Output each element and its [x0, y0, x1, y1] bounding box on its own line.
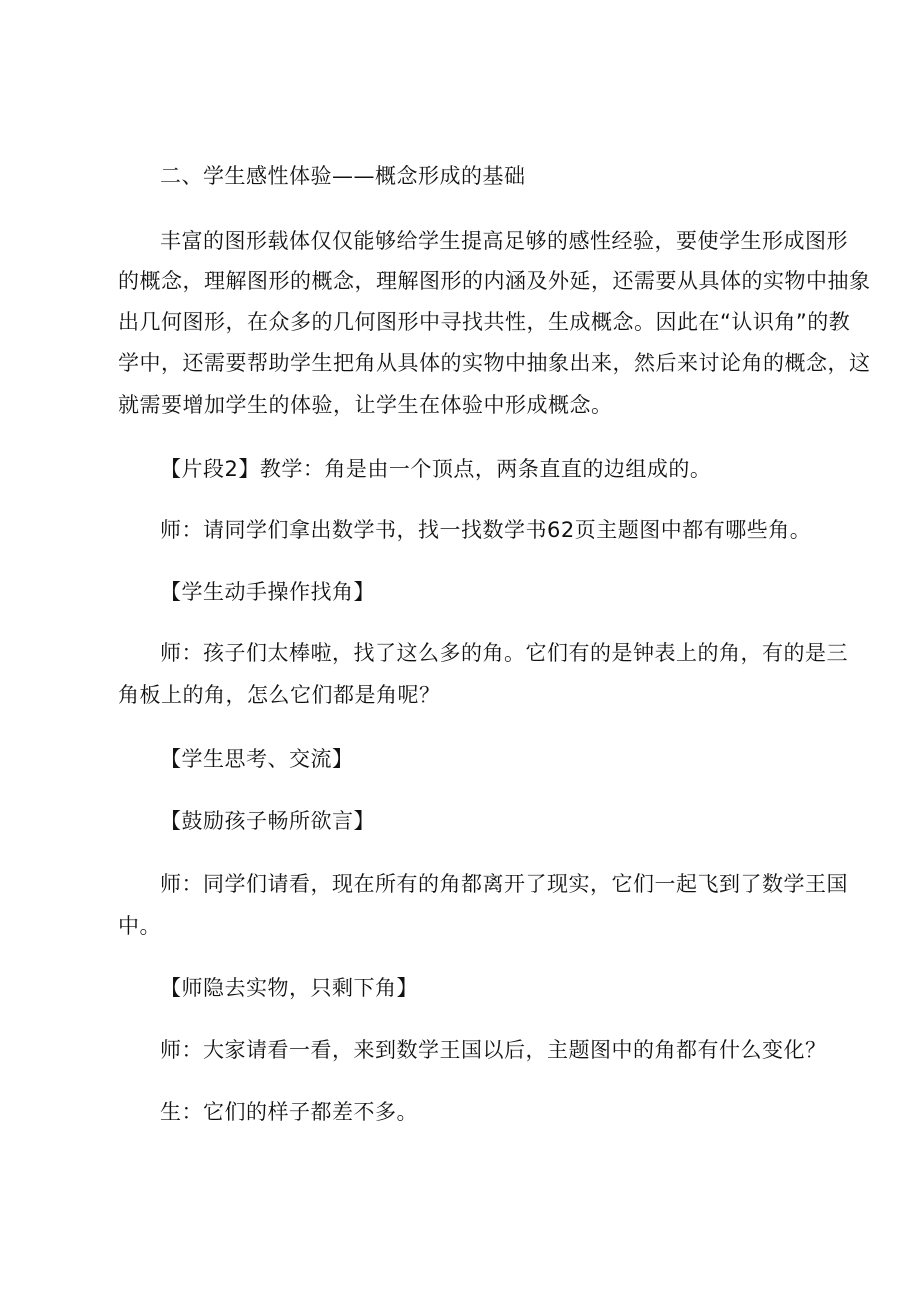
paragraph-line: 的概念，理解图形的概念，理解图形的内涵及外延，还需要从具体的实物中抽象 [118, 269, 871, 293]
paragraph-line: 就需要增加学生的体验，让学生在体验中形成概念。 [118, 393, 613, 417]
teacher-line: 师：同学们请看，现在所有的角都离开了现实，它们一起飞到了数学王国 [160, 872, 848, 896]
teacher-line: 师：请同学们拿出数学书，找一找数学书62页主题图中都有哪些角。 [160, 518, 812, 542]
classroom-note: 【鼓励孩子畅所欲言】 [160, 809, 375, 833]
teacher-line: 师：大家请看一看，来到数学王国以后，主题图中的角都有什么变化？ [160, 1038, 827, 1062]
paragraph-line: 丰富的图形载体仅仅能够给学生提高足够的感性经验，要使学生形成图形 [160, 229, 848, 253]
classroom-note: 【学生思考、交流】 [160, 747, 354, 771]
segment-label: 【片段2】教学：角是由一个顶点，两条直直的边组成的。 [160, 457, 712, 481]
teacher-line: 师：孩子们太棒啦，找了这么多的角。它们有的是钟表上的角，有的是三 [160, 641, 848, 665]
classroom-note: 【学生动手操作找角】 [160, 580, 375, 604]
section-heading: 二、学生感性体验——概念形成的基础 [160, 164, 526, 188]
paragraph-line: 出几何图形，在众多的几何图形中寻找共性，生成概念。因此在“认识角”的教 [118, 310, 851, 334]
teacher-line: 中。 [118, 914, 161, 938]
student-line: 生：它们的样子都差不多。 [160, 1100, 418, 1124]
teacher-line: 角板上的角，怎么它们都是角呢？ [118, 683, 441, 707]
paragraph-line: 学中，还需要帮助学生把角从具体的实物中抽象出来，然后来讨论角的概念，这 [118, 351, 871, 375]
classroom-note: 【师隐去实物，只剩下角】 [160, 976, 418, 1000]
